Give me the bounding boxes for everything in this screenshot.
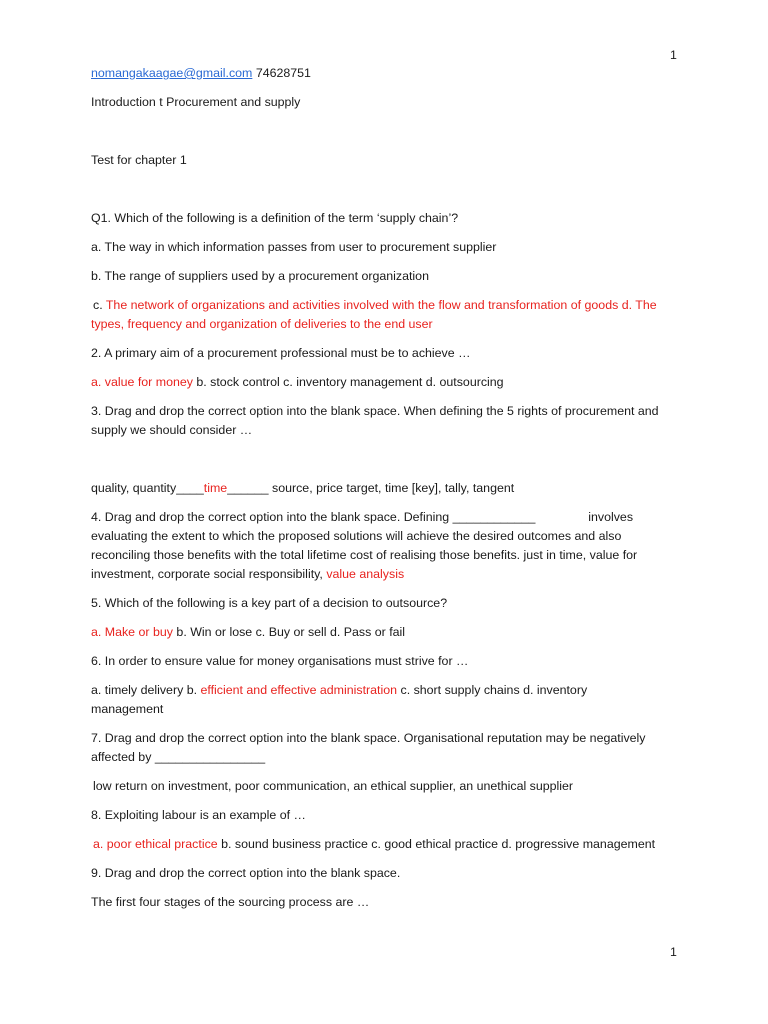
q6-rest-line1: c. short supply chains d. inventory (400, 683, 588, 697)
q4-line1-end: involves (588, 510, 634, 524)
q3-question-line1: 3. Drag and drop the correct option into the blank space. When defining the 5 rights of procurement and (91, 404, 659, 418)
q2-question: 2. A primary aim of a procurement professional must be to achieve … (91, 346, 471, 360)
q6-prefix: a. timely delivery b. (91, 683, 198, 697)
q1-option-b: b. The range of suppliers used by a procurement organization (91, 269, 429, 283)
q2-other-options: b. stock control c. inventory management d. outsourcing (196, 375, 504, 389)
q8-options (93, 835, 693, 854)
page-number-bottom: 1 (670, 945, 677, 959)
q6-options-line1 (91, 681, 691, 700)
q7-question-line2-start: affected by (91, 750, 152, 764)
q2-options (91, 373, 691, 392)
q9-line2: The first four stages of the sourcing process are … (91, 895, 370, 909)
q5-question: 5. Which of the following is a key part of a decision to outsource? (91, 596, 448, 610)
q4-answer: value analysis (326, 567, 405, 581)
q4-line1-start: 4. Drag and drop the correct option into the blank space. Defining (91, 510, 450, 524)
q7-options: low return on investment, poor communication, an ethical supplier, an unethical supplier (93, 779, 574, 793)
q3-blank-after: ______ (227, 481, 269, 495)
page-number-top: 1 (670, 48, 677, 62)
q2-answer: a. value for money (91, 375, 193, 389)
q5-answer: a. Make or buy (91, 625, 173, 639)
email-link[interactable]: nomangakaagae@gmail.com (91, 66, 253, 80)
q4-line4 (91, 565, 691, 584)
q1-answer-line1: The network of organizations and activities involved with the flow and transformation of goods d. The (105, 298, 657, 312)
q5-options (91, 623, 691, 642)
q3-answer-line (91, 479, 691, 498)
test-title: Test for chapter 1 (91, 153, 187, 167)
q6-question: 6. In order to ensure value for money organisations must strive for … (91, 654, 469, 668)
q7-question-line2 (91, 748, 691, 767)
q1-answer-line2: types, frequency and organization of deliveries to the end user (91, 317, 433, 331)
q4-blank[interactable]: ____________ (452, 510, 536, 524)
q3-prefix: quality, quantity (91, 481, 177, 495)
q8-answer: a. poor ethical practice (93, 837, 218, 851)
q7-question-line1: 7. Drag and drop the correct option into the blank space. Organisational reputation may be negatively (91, 731, 646, 745)
q1-question: Q1. Which of the following is a definition of the term ‘supply chain’? (91, 211, 459, 225)
phone-number: 74628751 (255, 66, 311, 80)
q6-options-line2: management (91, 702, 164, 716)
q5-other-options: b. Win or lose c. Buy or sell d. Pass or fail (176, 625, 406, 639)
q3-question-line2: supply we should consider … (91, 423, 253, 437)
q3-answer: time (203, 481, 228, 495)
q1-option-a: a. The way in which information passes from user to procurement supplier (91, 240, 497, 254)
q1-option-c-prefix: c. (93, 298, 103, 312)
q4-line2: evaluating the extent to which the proposed solutions will achieve the desired outcomes and also (91, 529, 622, 543)
q4-line3: reconciling those benefits with the total lifetime cost of realising those benefits. just in time, value for (91, 548, 638, 562)
q7-blank[interactable]: ________________ (154, 750, 266, 764)
course-title: Introduction t Procurement and supply (91, 95, 301, 109)
q6-answer: efficient and effective administration (200, 683, 398, 697)
contact-line (91, 64, 691, 83)
q8-other-options: b. sound business practice c. good ethical practice d. progressive management (221, 837, 656, 851)
q9-question: 9. Drag and drop the correct option into the blank space. (91, 866, 401, 880)
q4-line4-start: investment, corporate social responsibility, (91, 567, 323, 581)
q3-blank-before: ____ (176, 481, 204, 495)
q1-option-c (93, 296, 693, 315)
q3-options: source, price target, time [key], tally, tangent (272, 481, 515, 495)
q4-line1 (91, 508, 691, 527)
q8-question: 8. Exploiting labour is an example of … (91, 808, 306, 822)
